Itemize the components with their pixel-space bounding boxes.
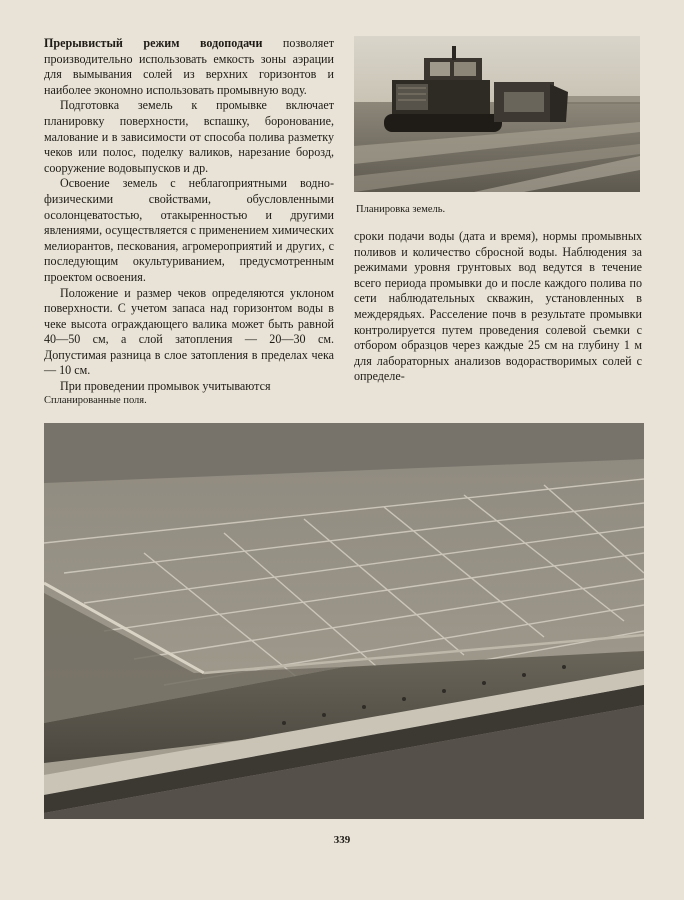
main-photo-caption: Спланированные поля. [44, 395, 147, 406]
paragraph-5: При проведении промывок учитываются [60, 379, 271, 394]
paragraph-1-text: позволяет производительно использовать емкость зоны аэрации для вымывания солей из верхних горизонтов и наиболее экономно использовать промывную воду. [44, 36, 334, 97]
right-paragraph: сроки подачи воды (дата и время), нормы промывных поливов и количество сбросной воды. Наблюдения за режимами уровня грунтовых вод ведутся в течение всего периода промывки до и после каждого полива по сети наблюдательных скважин, установленных в междерядьях. Расселение почв в результате промывки контролируется путем проведения солевой съемки с отбором образцов через каждые 25 см на глубину 1 м для лабораторных анализов водорастворимых солей с определе- [354, 229, 642, 384]
land-leveling-photo [354, 36, 640, 192]
tractor-illustration [354, 36, 640, 192]
page-number: 339 [333, 834, 351, 846]
paragraph-3: Освоение земель с неблагоприятными водно-физическими свойствами, обусловленными осолонцеватостью, отакыренностью и другими явлениями, осуществляется с применением химических мелиорантов, пескования, агромероприятий и других, с последующим окультуриванием, предусмотренным проектом освоения. [44, 176, 334, 284]
paragraph-4: Положение и размер чеков определяются уклоном поверхности. С учетом запаса над горизонтом воды в чеке высота ограждающего валика может быть равной 40—50 см, а слой затопления — 20—30 см. Допустимая разница в слое затопления в пределах чека — 10 см. [44, 285, 334, 378]
paragraph-1 [44, 36, 334, 98]
fields-illustration [44, 423, 644, 819]
paragraph-2: Подготовка земель к промывке включает планировку поверхности, вспашку, боронование, малование и в зависимости от способа полива разметку чеков или полос, поделку валиков, нарезание борозд, сооружение водовыпусков и др. [44, 98, 334, 175]
right-text-column [354, 229, 642, 385]
top-photo-caption: Планировка земель. [356, 204, 446, 215]
lead-bold-phrase: Прерывистый режим водоподачи [44, 36, 263, 50]
left-text-column [44, 36, 334, 395]
leveled-fields-photo [44, 423, 644, 819]
